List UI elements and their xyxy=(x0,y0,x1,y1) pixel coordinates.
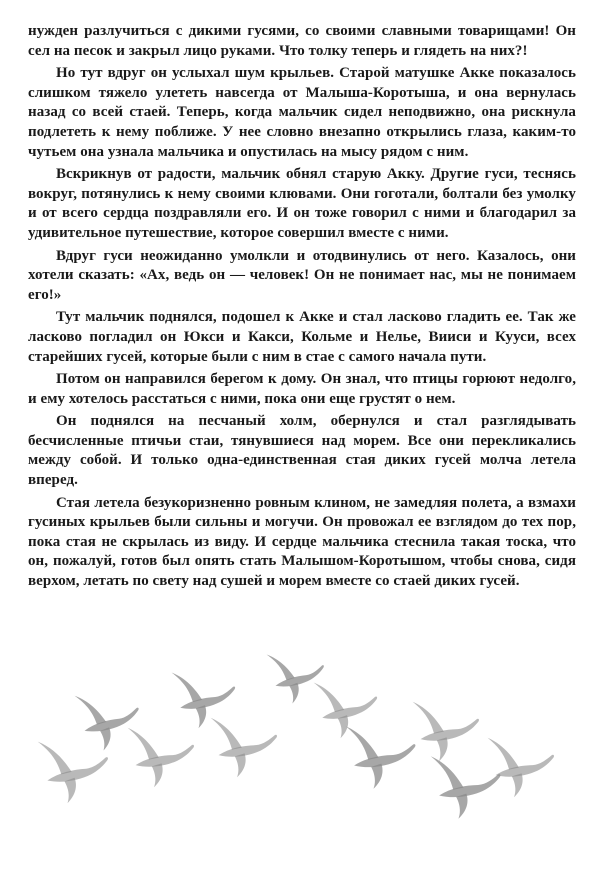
flying-geese-flock-icon xyxy=(0,640,600,871)
goose-8 xyxy=(346,719,420,791)
paragraph-8: Стая летела безукоризненно ровным клином, не замедляя полета, а взмахи гусиных крыльев были сильны и могучи. Он провожал ее взглядом до тех пор, пока стая не скрылась из виду. И сердце мальчика стеснила такая тоска, что он, пожалуй, готов был опять стать Малышом-Коротышом, чтобы снова, сидя верхом, летать по свету над сушей и морем вместе со стаей диких гусей. xyxy=(28,494,576,590)
paragraph-5: Тут мальчик поднялся, подошел к Акке и стал ласково гладить ее. Так же ласково погладил он Юкси и Какси, Кольме и Нелье, Вииси и Кууси, всех старейших гусей, которые были с ним в стае с самого начала пути. xyxy=(28,309,576,365)
goose-5 xyxy=(211,711,281,779)
goose-4 xyxy=(172,664,240,731)
paragraph-1: нужден разлучиться с дикими гусями, со своими славными товарищами! Он сел на песок и закрыл лицо руками. Что толку теперь и глядеть на них?! xyxy=(28,23,576,59)
geese-illustration xyxy=(0,640,600,871)
goose-11 xyxy=(488,731,558,799)
paragraph-3: Вскрикнув от радости, мальчик обнял старую Акку. Другие гуси, теснясь вокруг, потянулись к нему своими клювами. Они гоготали, болтали без умолку и от всего сердца поздравляли его. И он тоже говорил с ними и благодарил за удивительное путешествие, которое совершил вместе с ними. xyxy=(28,166,576,241)
text-page xyxy=(28,22,576,595)
paragraph-7: Он поднялся на песчаный холм, обернулся и стал разглядывать бесчисленные птичьи стаи, тянувшиеся над морем. Все они перекликались между собой. И только одна-единственная стая диких гусей молча летела вперед. xyxy=(28,413,576,489)
goose-10 xyxy=(431,749,505,821)
goose-7 xyxy=(314,674,382,741)
paragraph-6: Потом он направился берегом к дому. Он знал, что птицы горюют недолго, и ему хотелось расстаться с ними, пока они еще грустят о нем. xyxy=(28,371,576,407)
goose-2 xyxy=(75,685,145,754)
goose-9 xyxy=(413,695,483,763)
paragraph-4: Вдруг гуси неожиданно умолкли и отодвинулись от него. Казалось, они хотели сказать: «Ах, ведь он — человек! Он не понимает нас, мы не понимаем его!» xyxy=(28,247,576,303)
goose-3 xyxy=(128,721,198,789)
paragraph-2: Но тут вдруг он услыхал шум крыльев. Старой матушке Акке показалось слишком тяжело улететь навсегда от Малыша-Коротыша, и она вернулась назад со всей стаей. Теперь, когда мальчик сидел неподвижно, она рискнула подлететь к нему поближе. У нее словно внезапно открылись глаза, каким-то чутьем она узнала мальчика и опустилась на мысу рядом с ним. xyxy=(28,65,576,160)
goose-6 xyxy=(267,645,330,706)
goose-1 xyxy=(38,732,114,806)
